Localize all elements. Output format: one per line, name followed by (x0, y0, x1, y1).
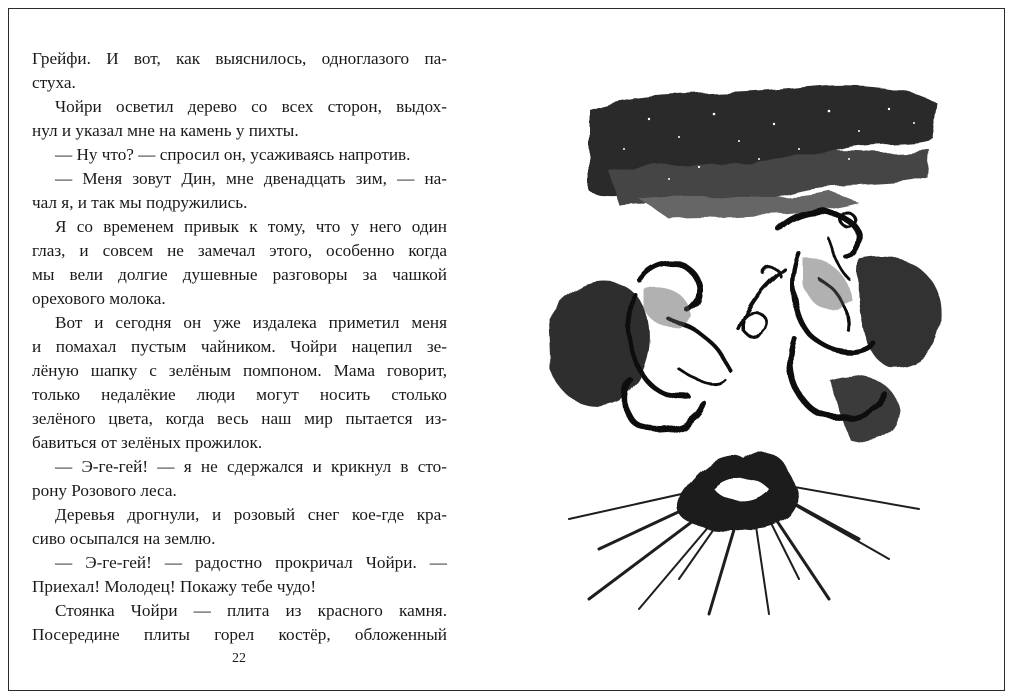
text-line: Стоянка Чойри — плита из красного камня. (55, 601, 447, 620)
text-line: Посередине плиты горел костёр, обложенный (32, 625, 447, 644)
text-line: — Э-ге-гей! — я не сдержался и крикнул в сто- (55, 457, 447, 476)
text-line: зелёного цвета, когда весь наш мир пытается из- (32, 409, 447, 428)
text-line: мы вели долгие душевные разговоры за чашкой (32, 265, 447, 284)
text-line: чал я, и так мы подружились. (32, 193, 248, 212)
text-line: — Э-ге-гей! — радостно прокричал Чойри. — (55, 553, 447, 572)
text-line: лёную шапку с зелёным помпоном. Мама говорит, (32, 361, 447, 380)
text-line: — Меня зовут Дин, мне двенадцать зим, — на- (55, 169, 447, 188)
book-spread (8, 8, 1005, 691)
night-sky (589, 85, 939, 219)
text-line: Я со временем привык к тому, что у него один (55, 217, 447, 236)
ink-illustration (529, 79, 959, 619)
text-line: Вот и сегодня он уже издалека приметил меня (55, 313, 447, 332)
text-line: Деревья дрогнули, и розовый снег кое-где кра- (55, 505, 447, 524)
text-line: рону Розового леса. (32, 481, 177, 500)
text-line: Приехал! Молодец! Покажу тебе чудо! (32, 577, 317, 596)
text-line: орехового молока. (32, 289, 166, 308)
dark-bushes (549, 256, 941, 441)
text-line: глаз, и совсем не замечал этого, особенно когда (32, 241, 447, 260)
text-line: только недалёкие люди могут носить столько (32, 385, 447, 404)
text-line: Чойри осветил дерево со всех сторон, выдох- (55, 97, 447, 116)
text-line: нул и указал мне на камень у пихты. (32, 121, 299, 140)
page-number: 22 (232, 651, 246, 666)
text-line: сиво осыпался на землю. (32, 529, 216, 548)
body-text (32, 47, 447, 647)
text-line: и помахал пустым чайником. Чойри нацепил зе- (32, 337, 447, 356)
text-line: Грейфи. И вот, как выяснилось, одноглазого па- (32, 49, 447, 68)
text-line: — Ну что? — спросил он, усаживаясь напротив. (55, 145, 411, 164)
text-line: бавиться от зелёных прожилок. (32, 433, 263, 452)
text-line: стуха. (32, 73, 76, 92)
